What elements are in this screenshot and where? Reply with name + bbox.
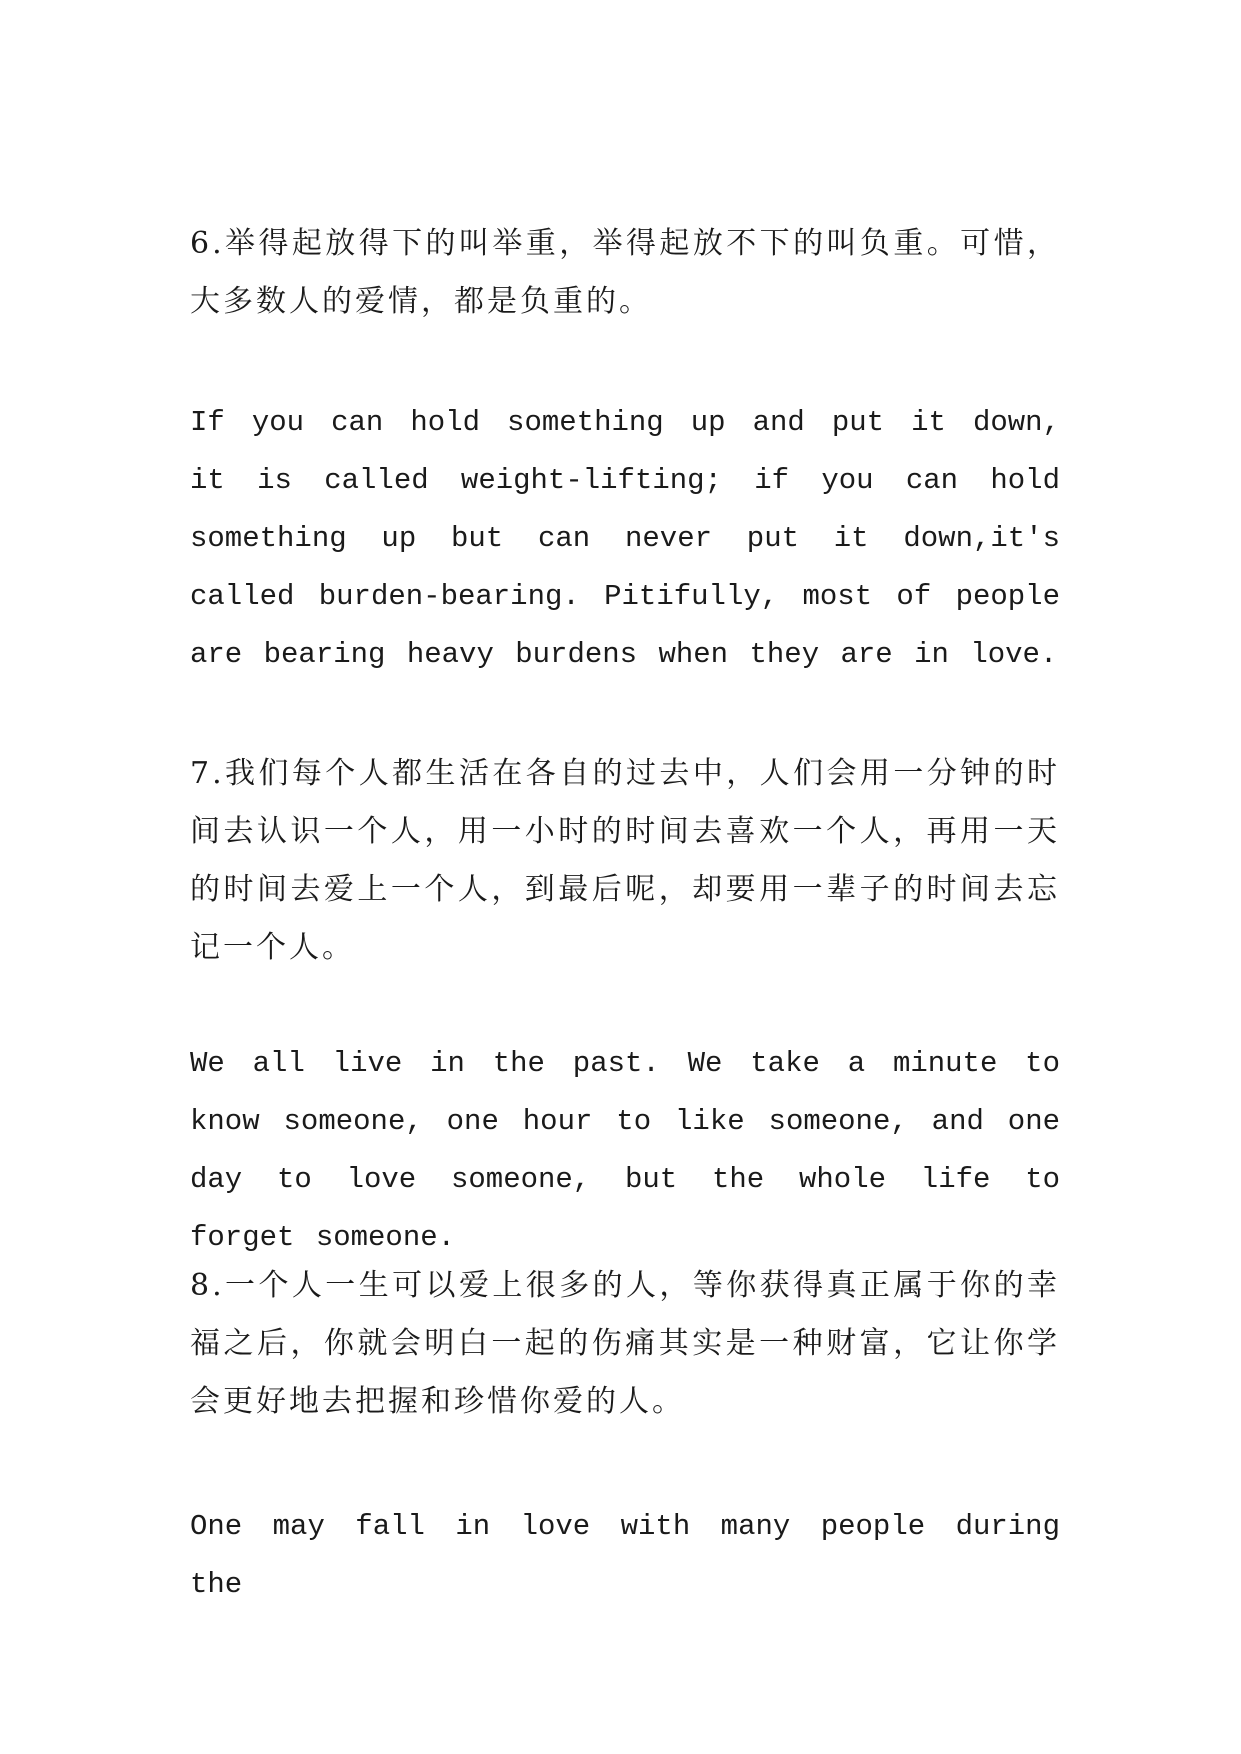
paragraph-8-chinese: 8.一个人一生可以爱上很多的人，等你获得真正属于你的幸福之后，你就会明白一起的伤痛其实是一种财富，它让你学会更好地去把握和珍惜你爱的人。 bbox=[190, 1268, 1060, 1419]
paragraph-6-english: If you can hold something up and put it down, it is called weight-lifting; if you can hold something up but can never put it down,it's called burden-bearing. Pitifully, most of people are bearing heavy burdens when they are in love. bbox=[190, 406, 1060, 671]
paragraph-7-english: We all live in the past. We take a minute to know someone, one hour to like someone, and one day to love someone, but the whole life to forget someone. bbox=[190, 1047, 1060, 1254]
paragraph-8-english: One may fall in love with many people during the bbox=[190, 1510, 1060, 1601]
paragraph-7-chinese: 7.我们每个人都生活在各自的过去中，人们会用一分钟的时间去认识一个人，用一小时的时间去喜欢一个人，再用一天的时间去爱上一个人，到最后呢，却要用一辈子的时间去忘记一个人。 bbox=[190, 756, 1060, 965]
paragraph-6-chinese: 6.举得起放得下的叫举重，举得起放不下的叫负重。可惜，大多数人的爱情，都是负重的。 bbox=[190, 226, 1060, 319]
